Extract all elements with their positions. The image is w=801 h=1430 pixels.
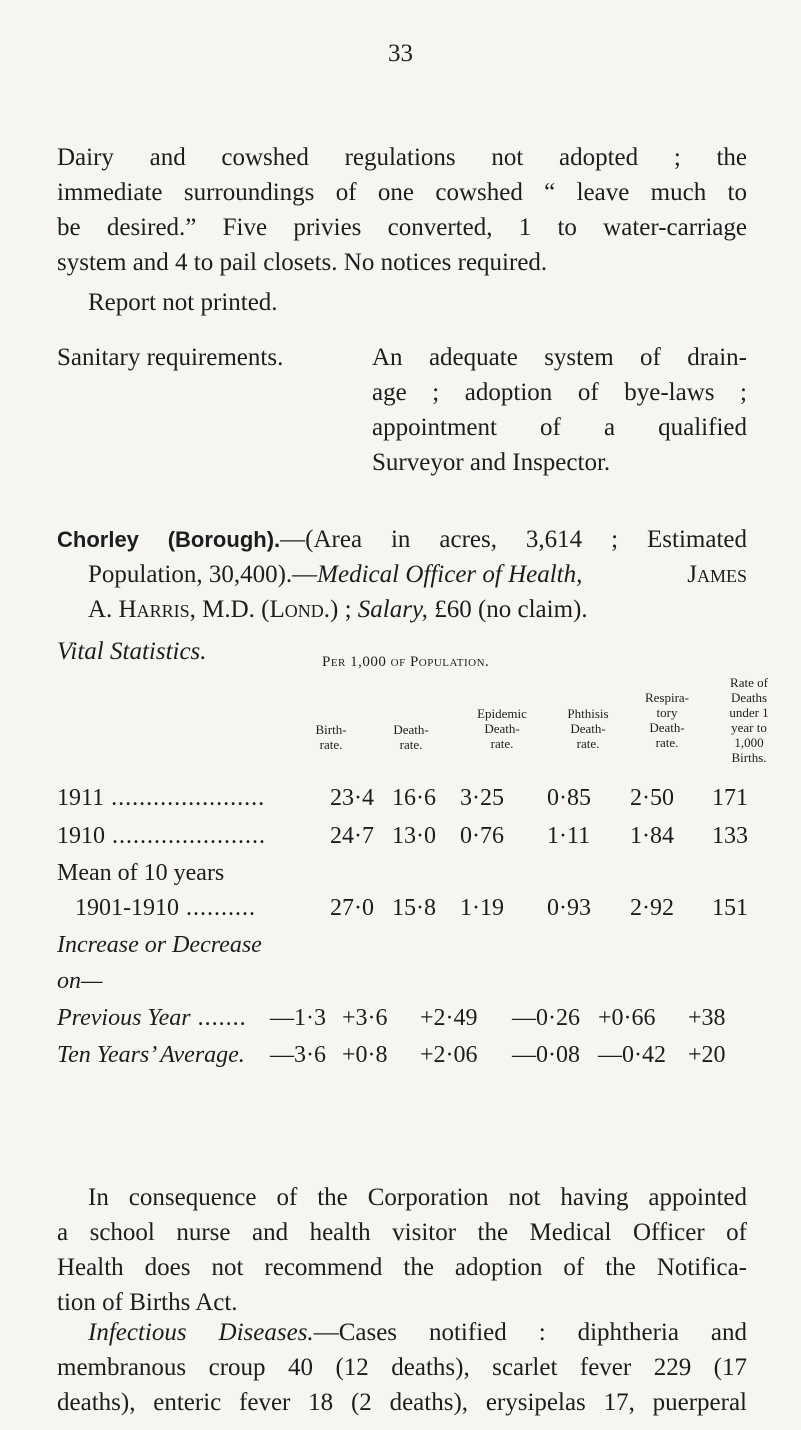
table-cell: +20 (688, 1042, 726, 1068)
text-line: A. Harris, M.D. (Lond.) ; Salary, £60 (no claim). (88, 596, 588, 623)
text-line: tion of Births Act. (57, 1289, 238, 1316)
table-cell: 0·85 (547, 785, 591, 811)
text-line: age ; adoption of bye-laws ; (372, 379, 747, 406)
table-cell: +3·6 (342, 1005, 388, 1031)
table-cell: —3·6 (270, 1042, 326, 1068)
column-header: Birth- rate. (315, 722, 347, 752)
text-line: In consequence of the Corporation not having appointed (88, 1184, 747, 1211)
table-cell: 3·25 (460, 785, 504, 811)
table-cell: +2·06 (420, 1042, 478, 1068)
table-cell: +0·8 (342, 1042, 388, 1068)
table-header (0, 655, 801, 785)
table-row (0, 1005, 801, 1037)
text-line: immediate surroundings of one cowshed “ leave much to (57, 179, 747, 206)
table-cell: 23·4 (330, 785, 374, 811)
column-header: Epidemic Death- rate. (477, 706, 527, 751)
chorley-entry (57, 522, 747, 627)
table-cell: 24·7 (330, 823, 374, 849)
table-cell: 171 (712, 785, 748, 811)
row-label: on— (57, 968, 103, 994)
text-line: appointment of a qualified (372, 414, 747, 441)
text-line: An adequate system of drain- (372, 344, 747, 371)
paragraph-notification (57, 1180, 747, 1320)
table-cell: —1·3 (270, 1005, 326, 1031)
table-banner: Per 1,000 of Population. (322, 654, 490, 670)
table-cell: +38 (688, 1005, 726, 1031)
infectious-heading: Infectious Diseases. (88, 1319, 314, 1346)
row-label: 1911 ...................... (57, 785, 266, 811)
table-cell: 2·50 (630, 785, 674, 811)
text-line: be desired.” Five privies converted, 1 to water-carriage (57, 214, 747, 241)
table-row (0, 895, 801, 927)
table-row (0, 932, 801, 964)
table-cell: 13·0 (392, 823, 436, 849)
report-line: Report not printed. (88, 289, 278, 316)
table-row (0, 968, 801, 1000)
row-label: 1910 ...................... (57, 823, 266, 849)
column-header: Death- rate. (393, 722, 429, 752)
table-cell: 0·93 (547, 895, 591, 921)
column-header: Rate of Deaths under 1 year to 1,000 Births. (729, 675, 769, 765)
table-cell: 1·19 (460, 895, 504, 921)
text-line: system and 4 to pail closets. No notices required. (57, 249, 548, 276)
table-row (0, 1042, 801, 1074)
text-line: Health does not recommend the adoption of the Notifica- (57, 1254, 747, 1281)
table-cell: —0·08 (512, 1042, 580, 1068)
row-label: Increase or Decrease (57, 932, 262, 958)
table-cell: —0·42 (598, 1042, 666, 1068)
table-row (0, 860, 801, 892)
table-cell: 1·11 (547, 823, 591, 849)
column-header: Phthisis Death- rate. (567, 706, 609, 751)
text-line: deaths), enteric fever 18 (2 deaths), erysipelas 17, puerperal (57, 1389, 747, 1416)
sanitary-requirements (372, 340, 747, 480)
text-line: Population, 30,400).—Medical Officer of Health, James (88, 561, 747, 588)
row-label: Mean of 10 years (57, 860, 225, 886)
row-label: 1901-1910 .......... (75, 895, 256, 921)
vital-statistics-heading: Vital Statistics. (57, 638, 207, 665)
table-cell: 2·92 (630, 895, 674, 921)
table-cell: 15·8 (392, 895, 436, 921)
text-line: Chorley (Borough).—(Area in acres, 3,614 ; Estimated (57, 526, 748, 553)
column-header: Respira- tory Death- rate. (644, 690, 690, 750)
row-label: Ten Years’ Average. (57, 1042, 245, 1068)
text-line: Dairy and cowshed regulations not adopted ; the (57, 144, 747, 171)
table-cell: 16·6 (392, 785, 436, 811)
table-cell: +2·49 (420, 1005, 478, 1031)
borough-name: Chorley (Borough). (57, 527, 281, 552)
table-cell: 1·84 (630, 823, 674, 849)
table-cell: 133 (712, 823, 748, 849)
page-number: 33 (388, 40, 413, 67)
text-line: membranous croup 40 (12 deaths), scarlet fever 229 (17 (57, 1354, 747, 1381)
table-row (0, 823, 801, 855)
text-line: Surveyor and Inspector. (372, 449, 611, 476)
sanitary-label: Sanitary requirements. (57, 344, 284, 371)
paragraph-dairy (57, 140, 747, 280)
text-line: Infectious Diseases.—Cases notified : diphtheria and (88, 1319, 748, 1346)
table-cell: 27·0 (330, 895, 374, 921)
table-cell: —0·26 (512, 1005, 580, 1031)
row-label: Previous Year ....... (57, 1005, 247, 1031)
table-cell: 0·76 (460, 823, 504, 849)
table-cell: +0·66 (598, 1005, 656, 1031)
text-line: a school nurse and health visitor the Medical Officer of (57, 1219, 747, 1246)
table-row (0, 785, 801, 817)
paragraph-infectious (57, 1315, 747, 1420)
table-cell: 151 (712, 895, 748, 921)
